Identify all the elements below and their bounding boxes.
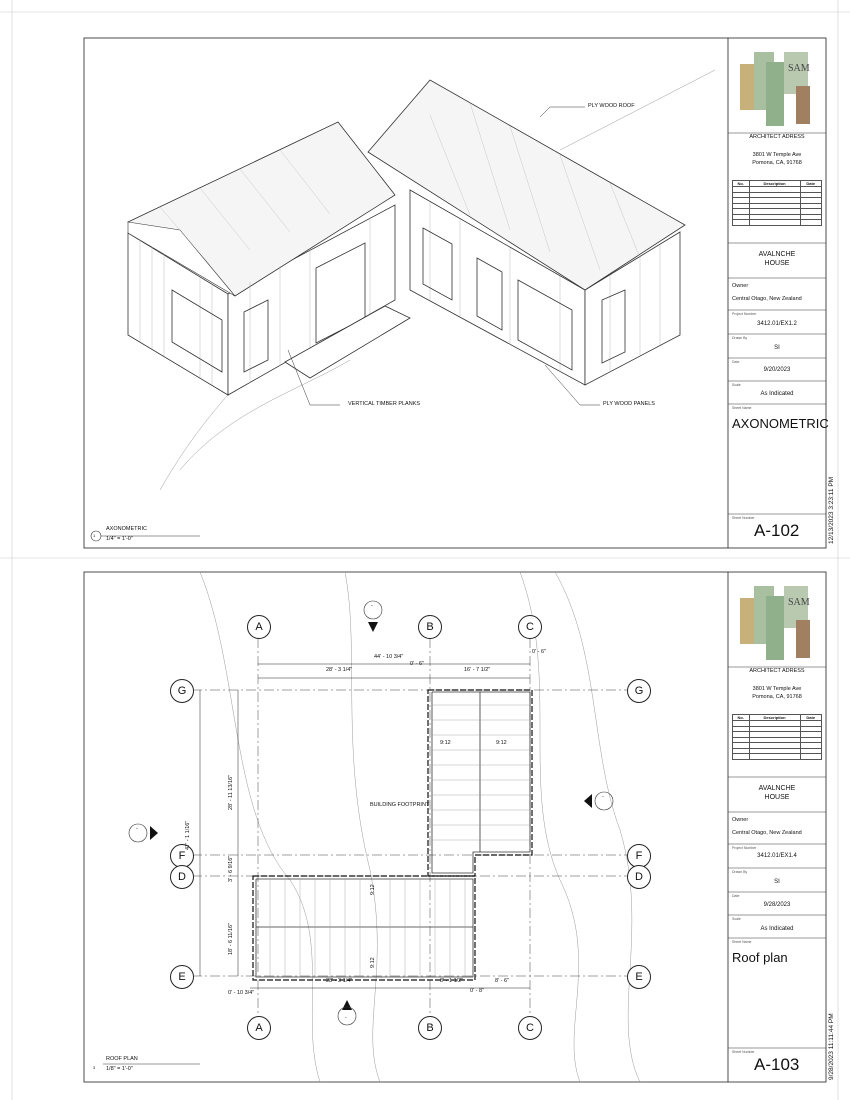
- logo-text: SAM: [788, 63, 810, 74]
- grid-bubble-b-bottom: B: [418, 1016, 442, 1040]
- callout-planks: VERTICAL TIMBER PLANKS: [348, 401, 421, 407]
- project-number-2: 3412.01/EX1.4: [757, 853, 797, 859]
- pitch-label-2: 9:12: [496, 740, 507, 746]
- dim-d-e: 18' - 6 11/16": [228, 923, 234, 955]
- footprint-label: BUILDING FOOTPRINT: [370, 802, 430, 808]
- dim-overall: 44' - 10 3/4": [374, 654, 404, 660]
- drawn-by-2: SI: [774, 879, 780, 885]
- address-line2: Pomona, CA, 91768: [752, 160, 802, 166]
- dim-bottom-b3: 0' - 8": [470, 988, 485, 994]
- dim-bottom-b1: 8' - 1 1/2": [440, 978, 464, 984]
- view-scale: 1/4" = 1'-0": [106, 536, 133, 542]
- owner-label: Owner: [732, 283, 749, 289]
- dim-a-b: 28' - 3 1/4": [326, 667, 353, 673]
- grid-bubble-e-left: E: [170, 965, 194, 989]
- owner-label-2: Owner: [732, 817, 749, 823]
- address-line1: 3801 W Temple Ave: [752, 152, 802, 158]
- pitch-label-1: 9:12: [440, 740, 451, 746]
- section-marker-right: -: [602, 794, 604, 800]
- date-value: 9/20/2023: [763, 367, 791, 373]
- owner-value: Central Otago, New Zealand: [732, 296, 802, 302]
- scale-value: As Indicated: [760, 391, 794, 397]
- rev-date-header-2: Date: [800, 715, 821, 721]
- owner-value-2: Central Otago, New Zealand: [732, 830, 802, 836]
- architect-address-title: ARCHITECT ADRESS: [749, 134, 805, 140]
- callout-roof: PLY WOOD ROOF: [588, 103, 635, 109]
- sheet-name-label-2: Sheet Name: [732, 940, 752, 944]
- section-marker-bottom: -: [345, 1015, 347, 1021]
- grid-bubble-d-left: D: [170, 865, 194, 889]
- callout-panels: PLY WOOD PANELS: [603, 401, 655, 407]
- rev-desc-header: Description: [749, 181, 800, 187]
- scale-label-2: Scale: [732, 917, 741, 921]
- view-title: AXONOMETRIC: [106, 526, 147, 532]
- grid-bubble-g-left: G: [170, 679, 194, 703]
- rev-no-header: No.: [733, 181, 750, 187]
- view-title-2: ROOF PLAN: [106, 1056, 138, 1062]
- grid-bubble-f-left: F: [170, 844, 194, 868]
- dim-vert-overall: 47' - 1 1/16": [185, 820, 191, 850]
- rev-no-header-2: No.: [733, 715, 750, 721]
- section-marker-top: -: [371, 603, 373, 609]
- dim-bottom-left: 0' - 10 3/4": [228, 990, 255, 996]
- project-name-2-2: HOUSE: [764, 794, 790, 801]
- sheet-name: AXONOMETRIC: [732, 416, 829, 431]
- sheet-number-label: Sheet Number: [732, 516, 755, 520]
- grid-bubble-a-top: A: [247, 615, 271, 639]
- grid-bubble-f-right: F: [627, 844, 651, 868]
- dim-bottom-b2: 8' - 6": [495, 978, 510, 984]
- drawn-by-label-2: Drawn By: [732, 870, 748, 874]
- sheet-roof-plan: [0, 550, 850, 1100]
- dim-f-d: 3' - 6 9/16": [228, 855, 234, 882]
- rev-desc-header-2: Description: [749, 715, 800, 721]
- sheet-name-2: Roof plan: [732, 950, 788, 965]
- grid-bubble-e-right: E: [627, 965, 651, 989]
- view-number: 1: [93, 533, 96, 538]
- project-name-1: AVALNCHE: [758, 251, 796, 258]
- date-value-2: 9/28/2023: [763, 902, 791, 908]
- rev-date-header: Date: [800, 181, 821, 187]
- grid-bubble-g-right: G: [627, 679, 651, 703]
- dim-g-f: 28' - 11 13/16": [228, 774, 234, 810]
- project-number-label-2: Project Number: [732, 846, 757, 850]
- title-block: [728, 38, 829, 548]
- grid-bubble-b-top: B: [418, 615, 442, 639]
- dim-bottom-ab: 28' - 3 1/4": [326, 978, 353, 984]
- grid-bubble-a-bottom: A: [247, 1016, 271, 1040]
- project-number-label: Project Number: [732, 312, 757, 316]
- grid-bubble-d-right: D: [627, 865, 651, 889]
- sheet-number: A-102: [754, 521, 800, 540]
- sheet-number-2: A-103: [754, 1055, 800, 1074]
- pitch-label-3: 9:12: [370, 884, 376, 895]
- timestamp: 12/13/2023 3:23:11 PM: [828, 476, 835, 544]
- section-marker-left: -: [136, 826, 138, 832]
- view-number-2: 3: [93, 1065, 96, 1070]
- drawn-by-label: Drawn By: [732, 336, 748, 340]
- date-label: Date: [732, 360, 740, 364]
- pitch-label-4: 9:12: [370, 957, 376, 968]
- architect-address-title-2: ARCHITECT ADRESS: [749, 668, 805, 674]
- project-name-2: HOUSE: [764, 260, 790, 267]
- grid-bubble-c-top: C: [518, 615, 542, 639]
- grid-bubble-c-bottom: C: [518, 1016, 542, 1040]
- view-scale-2: 1/8" = 1'-0": [106, 1066, 133, 1072]
- title-block-2: [728, 572, 826, 1082]
- scale-label: Scale: [732, 383, 741, 387]
- date-label-2: Date: [732, 894, 740, 898]
- address-line1-2: 3801 W Temple Ave: [752, 686, 802, 692]
- scale-value-2: As Indicated: [760, 926, 794, 932]
- timestamp-2: 9/28/2023 11:11:44 PM: [828, 1013, 835, 1080]
- project-name-1-2: AVALNCHE: [758, 785, 796, 792]
- address-line2-2: Pomona, CA, 91768: [752, 694, 802, 700]
- logo-text-2: SAM: [788, 597, 810, 608]
- dim-c-off: 0' - 6": [532, 649, 547, 655]
- dim-b-gap: 0' - 6": [410, 661, 425, 667]
- sheet-name-label: Sheet Name: [732, 406, 752, 410]
- project-number: 3412.01/EX1.2: [757, 321, 797, 327]
- sheet-number-label-2: Sheet Number: [732, 1050, 755, 1054]
- drawn-by: SI: [774, 345, 780, 351]
- dim-b-c: 16' - 7 1/2": [464, 667, 491, 673]
